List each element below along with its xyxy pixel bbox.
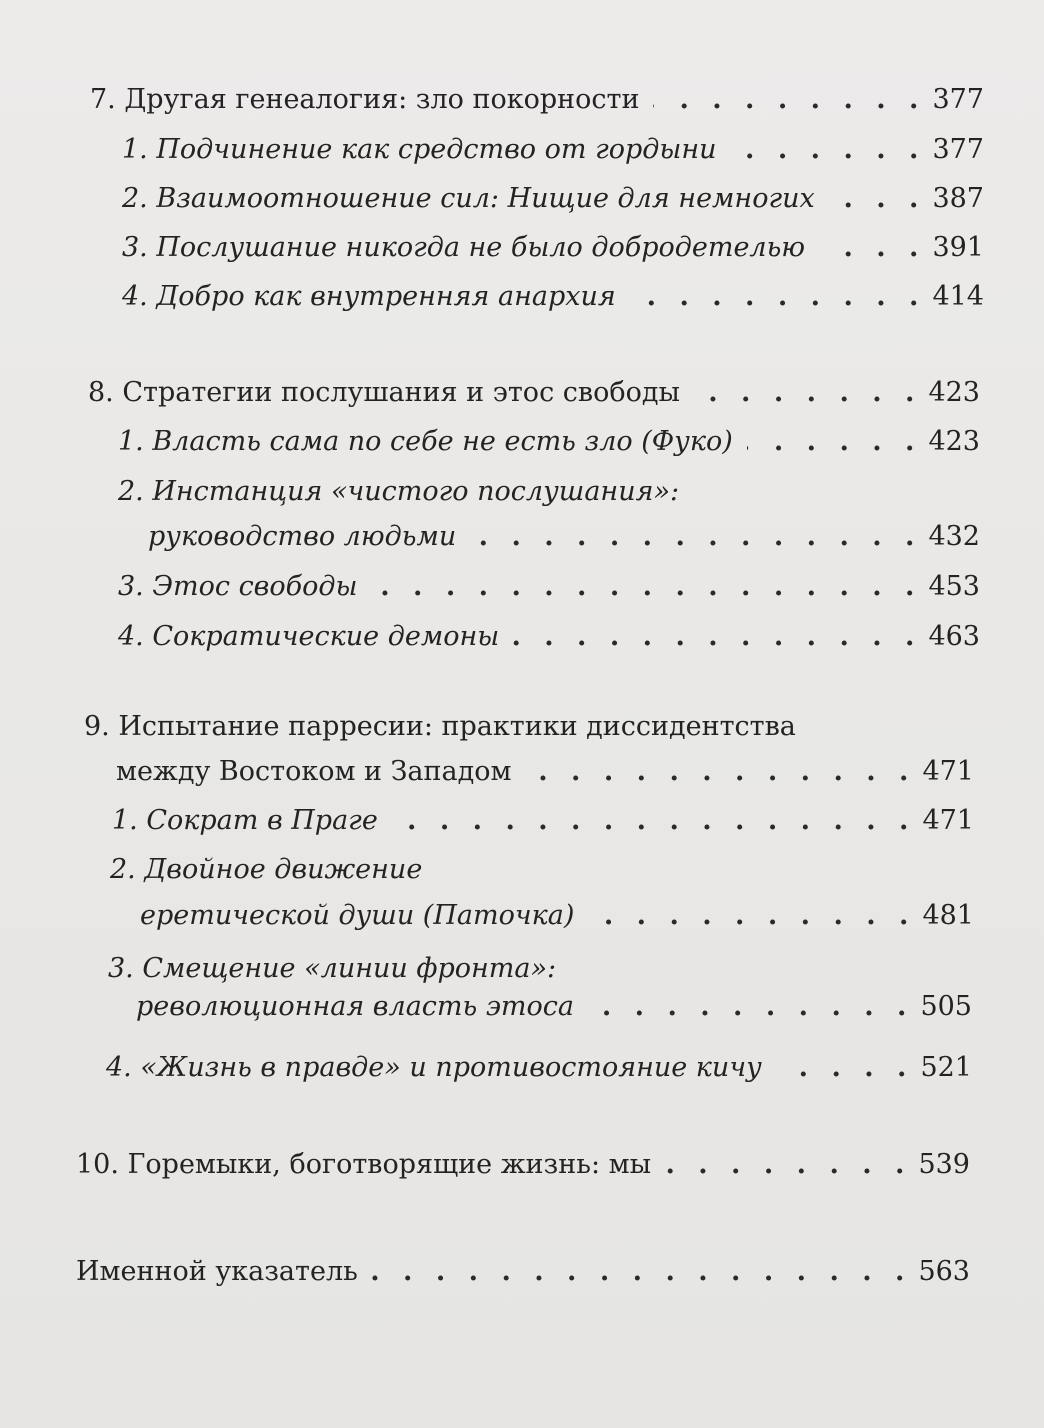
dot-leader (665, 1142, 904, 1188)
page-number: 463 (928, 621, 980, 652)
section-title-continued: революционная власть этоса (136, 991, 575, 1022)
page-number: 377 (932, 134, 984, 165)
page-number: 432 (928, 521, 980, 552)
page-number: 423 (928, 377, 980, 408)
toc-entry-9-3[interactable] (136, 984, 972, 1030)
dot-leader (819, 225, 918, 271)
chapter-9-title-line1: 9. Испытание парресии: практики диссидентства (84, 711, 796, 742)
chapter-title: 7. Другая генеалогия: зло покорности (90, 84, 640, 115)
page-number: 453 (928, 571, 980, 602)
toc-entry-7-4[interactable] (122, 274, 984, 320)
dot-leader (630, 274, 919, 320)
page-number: 563 (918, 1256, 970, 1287)
section-title: 3. Этос свободы (118, 571, 358, 602)
dot-leader (470, 514, 914, 560)
toc-entry-9-2-line1: 2. Двойное движение (110, 854, 423, 885)
dot-leader (694, 370, 914, 416)
toc-entry-9-4[interactable] (106, 1045, 972, 1091)
toc-entry-chapter-8[interactable] (88, 370, 980, 416)
toc-entry-9-3-line1: 3. Смещение «линии фронта»: (108, 953, 557, 984)
dot-leader (653, 77, 918, 123)
toc-entry-chapter-7[interactable] (90, 77, 984, 123)
toc-entry-7-1[interactable] (122, 127, 984, 173)
dot-leader (829, 176, 919, 222)
section-title: 4. Сократические демоны (118, 621, 500, 652)
dot-leader (747, 419, 915, 465)
toc-entry-7-3[interactable] (122, 225, 984, 271)
dot-leader (588, 893, 908, 939)
section-title: 3. Послушание никогда не было добродетелью (122, 232, 806, 263)
toc-entry-9-1[interactable] (112, 798, 974, 844)
dot-leader (776, 1045, 907, 1091)
dot-leader (392, 798, 909, 844)
toc-entry-chapter-10[interactable] (76, 1142, 970, 1188)
page-number: 471 (922, 805, 974, 836)
section-title: 2. Взаимоотношение сил: Нищие для немногих (122, 183, 815, 214)
section-title-continued: еретической души (Паточка) (140, 900, 575, 931)
page-number: 423 (928, 426, 980, 457)
page-number: 505 (920, 991, 972, 1022)
section-title: 1. Подчинение как средство от гордыни (122, 134, 717, 165)
dot-leader (588, 984, 906, 1030)
dot-leader (731, 127, 919, 173)
toc-entry-index[interactable] (76, 1249, 970, 1295)
index-title: Именной указатель (76, 1256, 358, 1287)
section-title: 4. «Жизнь в правде» и противостояние кичу (106, 1052, 762, 1083)
toc-entry-8-2[interactable] (148, 514, 980, 560)
chapter-title: 10. Горемыки, боготворящие жизнь: мы (76, 1149, 652, 1180)
page-number: 481 (922, 900, 974, 931)
toc-entry-9-2[interactable] (140, 893, 974, 939)
dot-leader (526, 749, 909, 795)
chapter-title-continued: между Востоком и Западом (116, 756, 512, 787)
page-number: 377 (932, 84, 984, 115)
toc-entry-7-2[interactable] (122, 176, 984, 222)
section-title-continued: руководство людьми (148, 521, 457, 552)
toc-entry-8-4[interactable] (118, 614, 980, 660)
chapter-title: 8. Стратегии послушания и этос свободы (88, 377, 680, 408)
toc-entry-8-3[interactable] (118, 564, 980, 610)
page-number: 387 (932, 183, 984, 214)
page-number: 521 (920, 1052, 972, 1083)
dot-leader (513, 614, 914, 660)
section-title: 1. Власть сама по себе не есть зло (Фуко) (118, 426, 733, 457)
page-number: 539 (918, 1149, 970, 1180)
page-number: 391 (932, 232, 984, 263)
page-number: 414 (932, 281, 984, 312)
dot-leader (372, 564, 915, 610)
page-number: 471 (922, 756, 974, 787)
section-title: 1. Сократ в Праге (112, 805, 378, 836)
toc-entry-8-1[interactable] (118, 419, 980, 465)
dot-leader (372, 1249, 905, 1295)
toc-entry-chapter-9[interactable] (116, 749, 974, 795)
section-title: 4. Добро как внутренняя анархия (122, 281, 616, 312)
toc-entry-8-2-line1: 2. Инстанция «чистого послушания»: (118, 476, 680, 507)
